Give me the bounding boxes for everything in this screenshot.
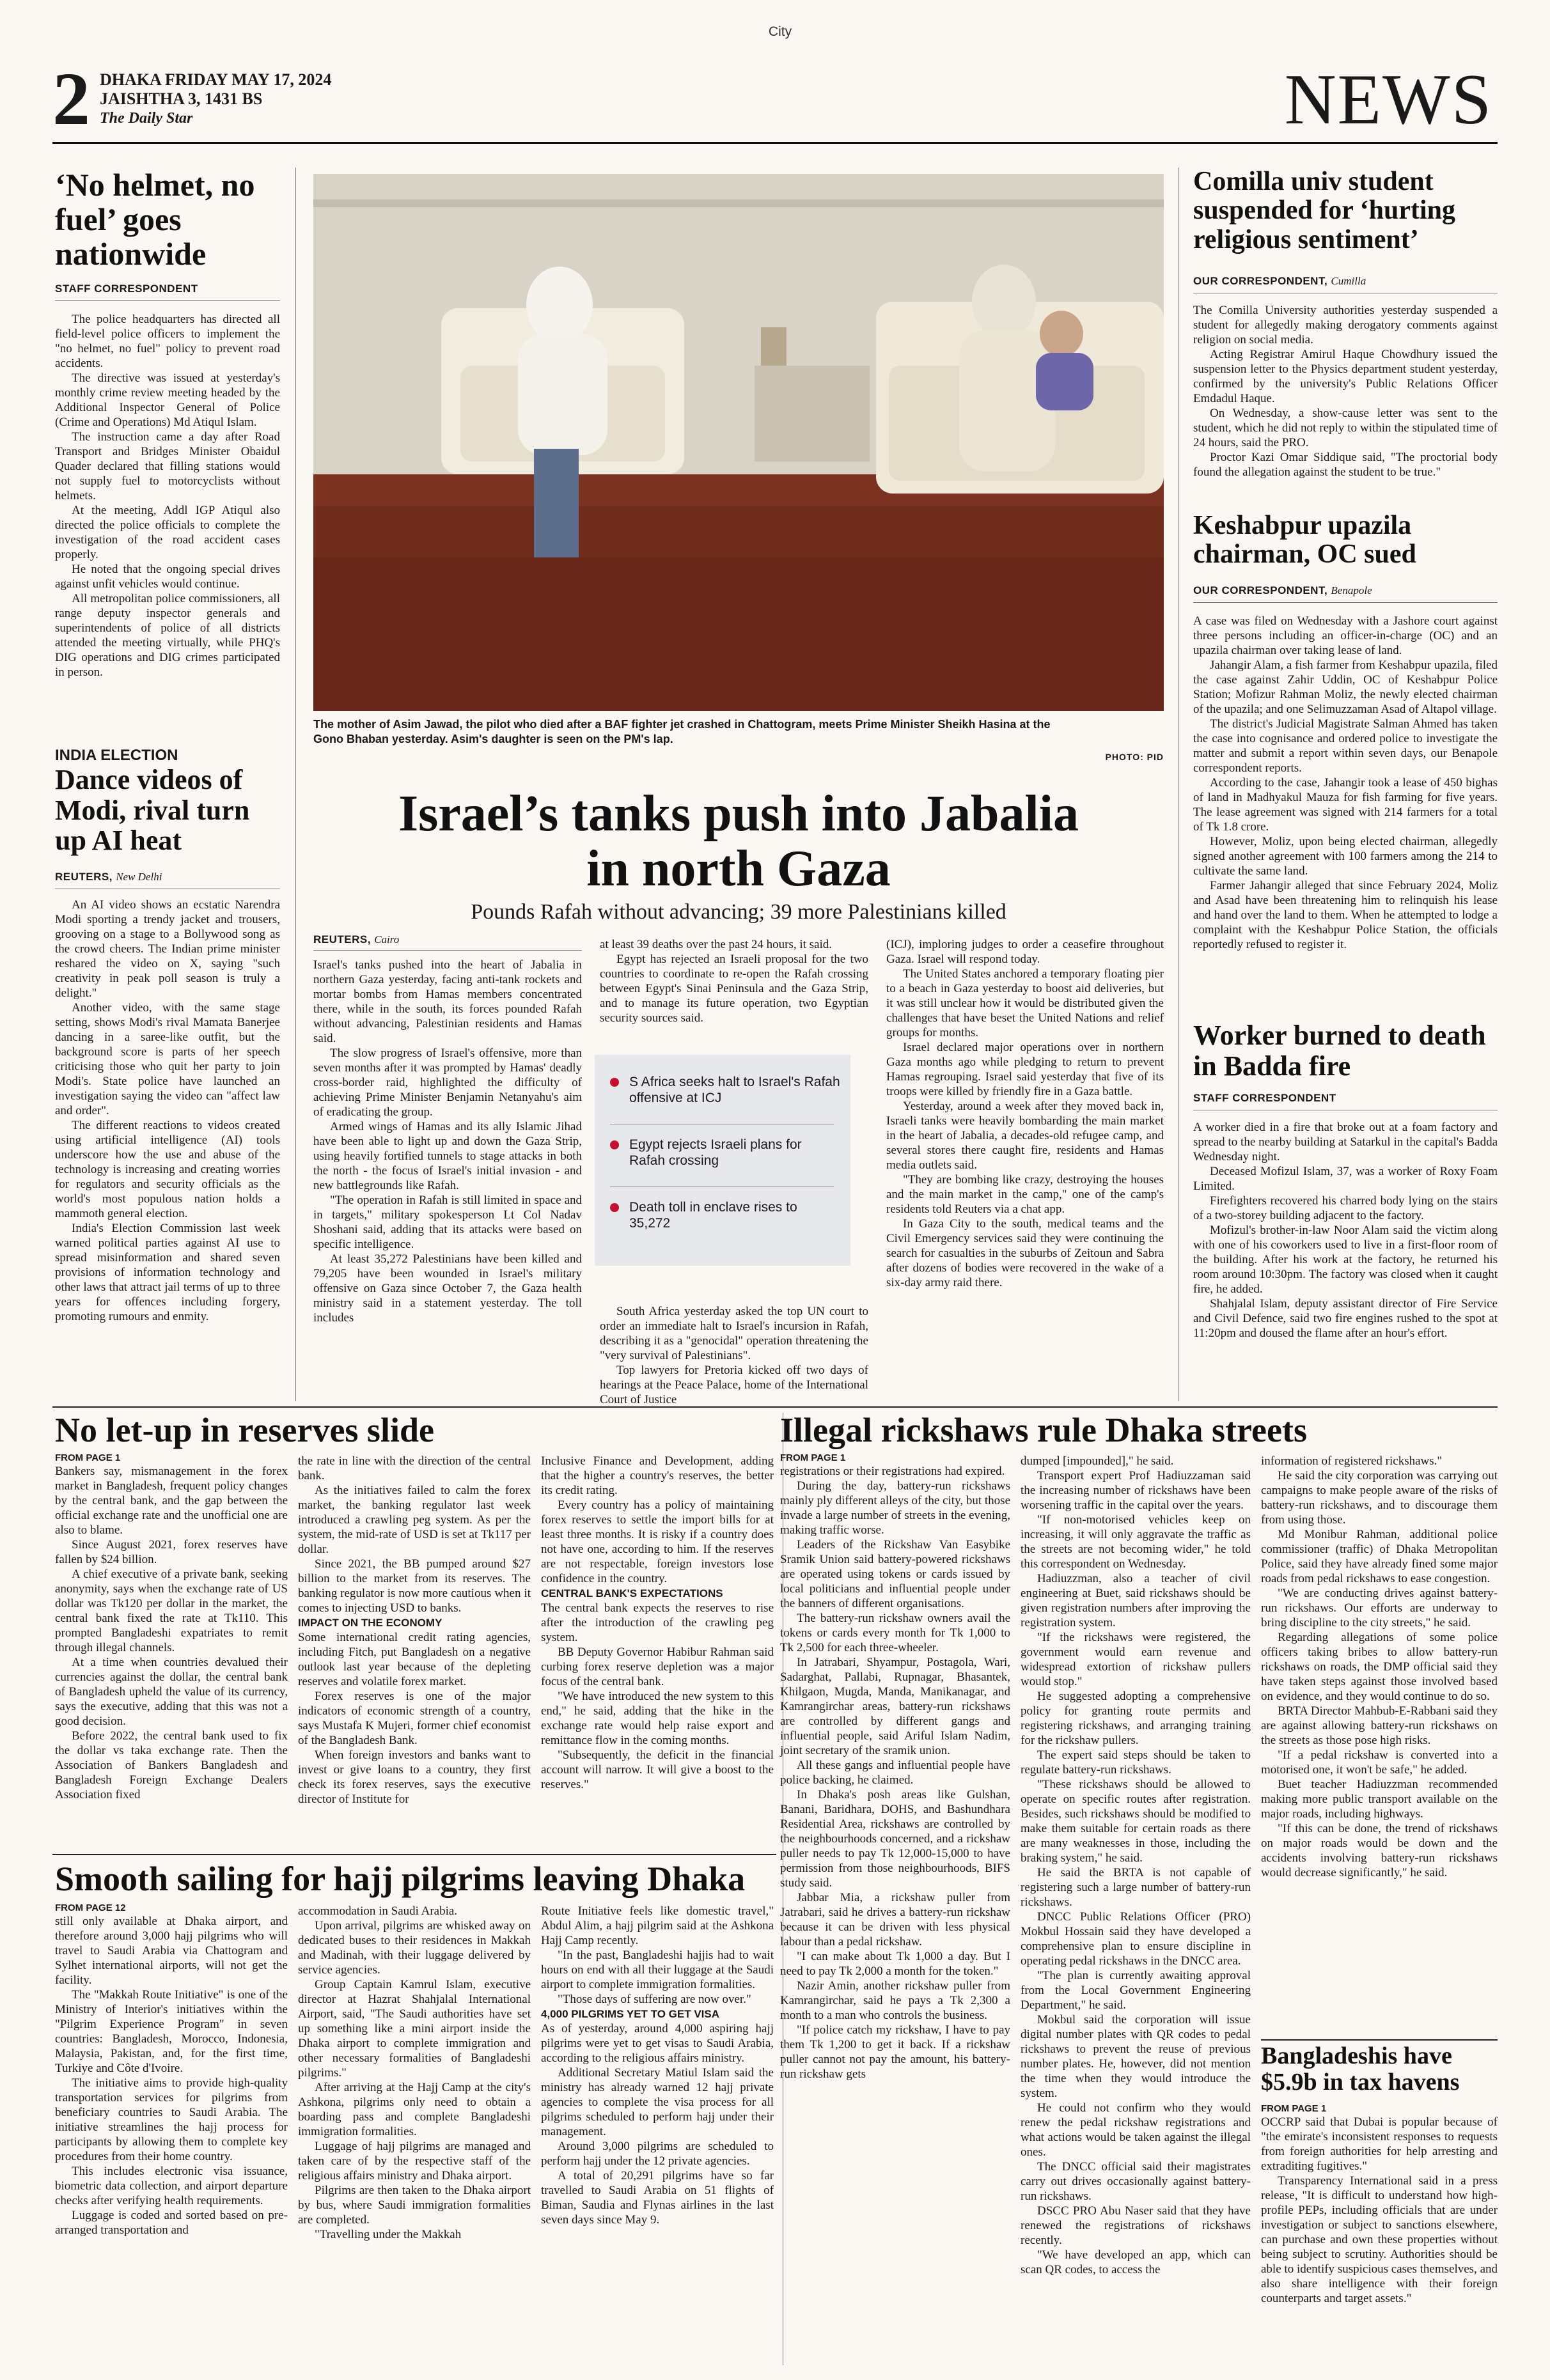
paragraph: At least 35,272 Palestinians have been killed and 79,205 have been wounded in Israel's military offensive on Gaza since October 7, the Gaza health ministry said in a statement yesterday. The toll includes [313,1252,582,1325]
comilla-headline: Comilla univ student suspended for ‘hurting religious sentiment’ [1193,167,1455,254]
gaza-byline-rule [313,950,582,951]
paragraph: OCCRP said that Dubai is popular because of "the emirate's inconsistent responses to requests from foreign authorities for help arresting and extraditing fugitives." [1261,2115,1498,2173]
subhead: CENTRAL BANK'S EXPECTATIONS [541,1587,723,1599]
paragraph: Top lawyers for Pretoria kicked off two days of hearings at the Peace Palace, home of the International Court of Justice [600,1364,868,1406]
paragraph: Leaders of the Rickshaw Van Easybike Sramik Union said battery-powered rickshaws are operated using tokens or cards issued by local politicians and influential people under the banners of different organisations. [780,1538,1010,1610]
byline-place: New Delhi [116,871,162,883]
helmet-byline: STAFF CORRESPONDENT [55,283,198,295]
paragraph: The instruction came a day after Road Transport and Bridges Minister Obaidul Quader declared that filling stations would not supply fuel to motorcyclists without helmets. [55,430,280,502]
paragraph: Egypt has rejected an Israeli proposal for the two countries to coordinate to re-open the Rafah crossing between Egypt's Sinai Peninsula and the Gaza Strip, and to manage its future operation, two Egyptian security sources said. [600,953,868,1025]
paragraph: "If police catch my rickshaw, I have to pay them Tk 1,200 to get it back. If a rickshaw puller cannot not pay the amount, his battery-run rickshaw gets [780,2023,1010,2081]
reserves-col-1 [55,1464,288,1802]
paragraph: at least 39 deaths over the past 24 hours, it said. [600,938,833,951]
tax-body [1261,2115,1498,2306]
section-title: NEWS [1284,60,1492,139]
paragraph: Mokbul said the corporation will issue digital number plates with QR codes to pedal rickshaws to prevent the reuse of previous number plates. He, however, did not mention the time when they would introduce the system. [1021,2013,1251,2100]
reserves-col-3 [541,1454,774,1792]
paragraph: "These rickshaws should be allowed to operate on specific routes after registration. Besides, such rickshaws should be modified to make them suitable for certain roads as there are many weaknesses in those, including the braking system," he said. [1021,1778,1251,1865]
rickshaw-from-page: FROM PAGE 1 [780,1452,846,1463]
paragraph: Luggage of hajj pilgrims are managed and taken care of by the respective staff of the religious affairs ministry and Dhaka airport. [298,2140,531,2182]
paragraph: "If a pedal rickshaw is converted into a motorised one, it won't be safe," he added. [1261,1748,1498,1777]
worker-headline: Worker burned to death in Badda fire [1193,1020,1486,1082]
paragraph: In Jatrabari, Shyampur, Postagola, Wari, Sadarghat, Pallabi, Rupnagar, Bhasantek, Khilgaon, Mugda, Manda, Manikanagar, and Kamrangirchar areas, battery-run rickshaws are controlled by different gangs and influential people, said Ariful Islam Nadim, joint secretary of the sramik union. [780,1656,1010,1757]
rickshaw-col-1 [780,1464,1010,2081]
reserves-from-page: FROM PAGE 1 [55,1452,121,1463]
paragraph: Nazir Amin, another rickshaw puller from Kamrangirchar, said he pays a Tk 2,300 a month to a man who controls the business. [780,1979,1010,2022]
paragraph: Buet teacher Hadiuzzman recommended making more public transport available on the major roads, including highways. [1261,1778,1498,1821]
paragraph: The "Makkah Route Initiative" is one of the Ministry of Interior's initiatives within the "Pilgrim Experience Program" in seven countries: Bangladesh, Morocco, Indonesia, Malaysia, Pakistan, and, for the first time, Turkiye and Côte d'Ivoire. [55,1988,288,2075]
paragraph: He said the city corporation was carrying out campaigns to make people aware of the risks of battery-run rickshaws, and to discourage them from using those. [1261,1469,1498,1527]
paragraph: "The plan is currently awaiting approval from the Local Government Engineering Department," he said. [1021,1969,1251,2012]
masthead-rule [52,142,1498,144]
hajj-headline: Smooth sailing for hajj pilgrims leaving Dhaka [55,1860,746,1898]
page-number: 2 [52,57,90,141]
paragraph: An AI video shows an ecstatic Narendra Modi sporting a trendy jacket and trousers, grooving on a stage to a Bollywood song as the crowd cheers. The Indian prime minister reshared the video on X, saying "such creativity in peak poll season is truly a delight." [55,898,280,1000]
byline-agency: REUTERS, [55,871,113,883]
paragraph: In Dhaka's posh areas like Gulshan, Banani, Baridhara, DOHS, and Bashundhara Residential Area, rickshaws are controlled by the neighbourhoods concerned, and a rickshaw puller needs to pay Tk 12,000-15,000 to have permission from those neighbourhoods, BIFS study said. [780,1788,1010,1890]
paragraph: BRTA Director Mahbub-E-Rabbani said they are against allowing battery-run rickshaws on the streets as those pose high risks. [1261,1704,1498,1747]
paragraph: After arriving at the Hajj Camp at the city's Ashkona, pilgrims only need to obtain a boarding pass and complete Bangladeshi immigration formalities. [298,2081,531,2138]
paragraph: A chief executive of a private bank, seeking anonymity, says when the exchange rate of US dollar was Tk120 per dollar in the market, the central bank fixed the rate at Tk110. This prompted Bangladeshi expatriates to remit through illegal channels. [55,1567,288,1654]
byline-agency: REUTERS, [313,933,371,945]
hajj-col-2 [298,1904,531,2242]
hajj-from-page: FROM PAGE 12 [55,1902,126,1913]
hajj-col-3 [541,1904,774,2227]
paragraph: still only available at Dhaka airport, and therefore around 3,000 hajj pilgrims who will travel to Saudi Arabia via Chattogram and Sylhet international airports, will not get the facility. [55,1915,288,1987]
gaza-headline: Israel’s tanks push into Jabalia in north Gaza [398,786,1079,897]
paragraph: Since 2021, the BB pumped around $27 billion to the market from its reserves. The banking regulator is now more cautious when it comes to injecting USD to banks. [298,1557,531,1615]
helmet-headline: ‘No helmet, no fuel’ goes nationwide [55,167,255,272]
paragraph: The United States anchored a temporary floating pier to a beach in Gaza yesterday to boost aid deliveries, but it was still unclear how it would be distributed given the challenges that have beset the United Nations and relief groups for months. [886,967,1164,1039]
paragraph: Yesterday, around a week after they moved back in, Israeli tanks were heavily bombarding the main market in the heart of Jabalia, a decades-old refugee camp, and several stores there caught fire, residents and Hamas media outlets said. [886,1100,1164,1172]
bullet-icon [610,1078,619,1087]
paragraph: Proctor Kazi Omar Siddique said, "The proctorial body found the allegation against the student to be true." [1193,451,1498,479]
section-rule [52,1854,776,1855]
paragraph: When foreign investors and banks want to invest or give loans to a country, they first check its forex reserves, says the executive director of Institute for [298,1748,531,1806]
paragraph: Luggage is coded and sorted based on pre-arranged transportation and [55,2209,288,2237]
paragraph: Deceased Mofizul Islam, 37, was a worker of Roxy Foam Limited. [1193,1165,1498,1193]
paragraph: At a time when countries devalued their currencies against the dollar, the central bank of Bangladesh upheld the value of its currency, says the executive, adding that this was not a good decision. [55,1656,288,1728]
paragraph: "I can make about Tk 1,000 a day. But I need to pay Tk 2,000 a month for the token." [780,1950,1010,1978]
related-item[interactable] [610,1137,840,1169]
rickshaw-col-2 [1021,1454,1251,2277]
byline-agency: OUR CORRESPONDENT, [1193,275,1328,287]
paragraph: Mofizul's brother-in-law Noor Alam said the victim along with one of his coworkers used to live in a first-floor room of the building. After his work at the factory, he returned his room around 10:30pm. The factory was closed when it caught fire, he added. [1193,1224,1498,1296]
paragraph: Every country has a policy of maintaining forex reserves to settle the import bills for at least three months. It is risky if a country does not have one, according to him. If the reserves are not respectable, foreign investors lose confidence in the country. [541,1498,774,1585]
paragraph: The district's Judicial Magistrate Salman Ahmed has taken the case into cognisance and ordered police to investigate the matter and submit a report within seven days, our Benapole correspondent reports. [1193,717,1498,775]
reserves-col-2 [298,1454,531,1807]
paragraph: "In the past, Bangladeshi hajjis had to wait hours on end with all their luggage at the Saudi airport to complete immigration formalities. [541,1948,774,1991]
paragraph: The expert said steps should be taken to regulate battery-run rickshaws. [1021,1748,1251,1777]
paragraph: Firefighters recovered his charred body lying on the stairs of a two-storey building adjacent to the factory. [1193,1194,1498,1222]
paragraph: At the meeting, Addl IGP Atiqul also directed the police officials to complete the investigation of the road accident cases properly. [55,504,280,561]
section-rule [52,1406,1498,1408]
paragraph: (ICJ), imploring judges to order a ceasefire throughout Gaza. Israel will respond today. [886,938,1164,966]
paragraph: "We are conducting drives against battery-run rickshaws. Our efforts are underway to bring discipline to the city streets," he said. [1261,1587,1498,1629]
paragraph: India's Election Commission last week warned political parties against AI use to spread misinformation and shared seven provisions of information technology and other laws that attract jail terms of up to three years for offences including forgery, promoting rumours and enmity. [55,1222,280,1323]
byline-place: Cairo [374,933,400,945]
paragraph: The police headquarters has directed all field-level police officers to implement the "no helmet, no fuel" policy to prevent road accidents. [55,313,280,370]
paragraph: All these gangs and influential people have police backing, he claimed. [780,1759,1010,1787]
paragraph: A case was filed on Wednesday with a Jashore court against three persons including an officer-in-charge (OC) and an upazila chairman over taking lease of land. [1193,614,1498,657]
paragraph: "Travelling under the Makkah [315,2228,462,2241]
paragraph: All metropolitan police commissioners, all range deputy inspector generals and superintendents of police of all districts attended the meeting virtually, while PHQ's DIG operations and DIG crimes participated in person. [55,592,280,679]
paragraph: A total of 20,291 pilgrims have so far travelled to Saudi Arabia on 51 flights of Biman, Saudia and Flynas airlines in the last seven days since May 9. [541,2169,774,2227]
paragraph: Before 2022, the central bank used to fix the dollar vs taka exchange rate. Then the Association of Bankers Bangladesh and Bangladesh Foreign Exchange Dealers Association fixed [55,1729,288,1801]
paragraph: Acting Registrar Amirul Haque Chowdhury issued the suspension letter to the Physics department student yesterday, confirmed by the university's Public Relations Officer Emdadul Haque. [1193,348,1498,405]
paragraph: During the day, battery-run rickshaws mainly ply different alleys of the city, but those invade a large number of streets in the evening, making traffic worse. [780,1479,1010,1537]
news-photo [313,174,1164,711]
section-rule [1261,2039,1498,2041]
paragraph: Hadiuzzman, also a teacher of civil engineering at Buet, said rickshaws should be given registration numbers after improving the registration system. [1021,1572,1251,1629]
dateline: DHAKA FRIDAY MAY 17, 2024 [100,70,332,89]
paragraph: Regarding allegations of some police officers taking bribes to allow battery-run rickshaws on roads, the DMP official said they have taken steps against those involved based on evidence, and they would continue to do so. [1261,1631,1498,1703]
paragraph: South Africa yesterday asked the top UN court to order an immediate halt to Israel's incursion in Rafah, describing it as a "genocidal" operation threatening the "very survival of Palestinians". [600,1305,868,1362]
paragraph: dumped [impounded]," he said. [1021,1454,1174,1468]
keshabpur-byline-rule [1193,602,1498,603]
subhead: IMPACT ON THE ECONOMY [298,1617,442,1629]
paragraph: "If the rickshaws were registered, the government would earn revenue and widespread extortion of rickshaw pullers would stop." [1021,1631,1251,1688]
paragraph: DNCC Public Relations Officer (PRO) Mokbul Hossain said they have developed a comprehensive plan to ensure discipline in operating pedal rickshaws in the DNCC area. [1021,1910,1251,1968]
modi-kicker: INDIA ELECTION [55,747,178,764]
paragraph: Since August 2021, forex reserves have fallen by $24 billion. [55,1538,288,1566]
paragraph: Another video, with the same stage setting, shows Modi's rival Mamata Banerjee dancing in a saree-like outfit, but the background score is parts of her speech criticising those who quit her party to join Modi's. State police have launched an investigation saying the video can "affect law and order". [55,1001,280,1117]
paragraph: "We have introduced the new system to this end," he said, adding that the hike in the exchange rate would help raise export and remittance flow in the coming months. [541,1690,774,1747]
paragraph: "If this can be done, the trend of rickshaws on major roads would be down and the accidents involving battery-run rickshaws would decrease significantly," he said. [1261,1822,1498,1879]
keshabpur-body [1193,614,1498,952]
related-stories-box [595,1055,850,1266]
paragraph: Some international credit rating agencies, including Fitch, put Bangladesh on a negative outlook last year because of the depleting reserves and volatile forex market. [298,1631,531,1688]
paragraph: "The operation in Rafah is still limited in space and in targets," military spokesperson Lt Col Nadav Shoshani said, adding that its attacks were based on specific intelligence. [313,1194,582,1251]
paragraph: On Wednesday, a show-cause letter was sent to the student, which he did not reply to within the stipulated time of 24 hours, said the PRO. [1193,407,1498,449]
keshabpur-headline: Keshabpur upazila chairman, OC sued [1193,511,1416,570]
related-item[interactable] [610,1199,840,1231]
paragraph: The initiative aims to provide high-quality transportation services for pilgrims from beneficiary countries to Saudi Arabia. The initiative streamlines the hajj process for participants by allowing them to complete key procedures from their home country. [55,2076,288,2163]
gaza-byline [313,933,399,946]
paragraph: accommodation in Saudi Arabia. [298,1904,458,1918]
paragraph: The Comilla University authorities yesterday suspended a student for allegedly making derogatory comments against religion on social media. [1193,304,1498,346]
tax-from-page: FROM PAGE 1 [1261,2103,1327,2114]
paragraph: He could not confirm who they would renew the pedal rickshaw registrations and what actions would be taken against the illegal ones. [1021,2101,1251,2159]
tax-headline: Bangladeshis have $5.9b in tax havens [1261,2042,1460,2096]
related-item-text: S Africa seeks halt to Israel's Rafah offensive at ICJ [629,1075,840,1105]
paragraph: DSCC PRO Abu Naser said that they have renewed the registrations of rickshaws recently. [1021,2204,1251,2247]
gaza-col-3 [886,937,1164,1290]
paragraph: Farmer Jahangir alleged that since February 2024, Moliz and Asad have been threatening him to relinquish his lease and hand over the land to them. When he attempted to lodge a complaint with the Keshabpur Police Station, the officials reportedly refused to register it. [1193,879,1498,951]
paragraph: Inclusive Finance and Development, adding that the higher a country's reserves, the better its credit rating. [541,1454,774,1497]
gaza-subhead: Pounds Rafah without advancing; 39 more Palestinians killed [471,900,1006,924]
paragraph: "We have developed an app, which can scan QR codes, to access the [1021,2248,1251,2276]
divider [610,1186,834,1187]
paragraph: Transport expert Prof Hadiuzzaman said the increasing number of rickshaws have been worsening traffic in the capital over the years. [1021,1469,1251,1512]
worker-body [1193,1120,1498,1341]
modi-headline: Dance videos of Modi, rival turn up AI heat [55,764,250,857]
helmet-byline-rule [55,300,280,301]
paragraph: In Gaza City to the south, medical teams and the Civil Emergency services said they were continuing the search for casualties in the suburbs of Zeitoun and Sabra after dozens of bodies were recovered in the wake of a six-day army raid there. [886,1217,1164,1289]
paragraph: Group Captain Kamrul Islam, executive director at Hazrat Shahjalal International Airport, said, "The Saudi authorities have set up something like a mini airport inside the Dhaka airport to complete immigration and other necessary formalities of Bangladeshi pilgrims." [298,1978,531,2080]
rickshaw-headline: Illegal rickshaws rule Dhaka streets [780,1411,1307,1449]
byline-agency: OUR CORRESPONDENT, [1193,584,1328,596]
paragraph: According to the case, Jahangir took a lease of 450 bighas of land in Madhyakul Mauza for fish farming for five years. The lease agreement was signed with 214 farmers for a total of Tk 1.8 crore. [1193,776,1498,834]
column-divider [295,167,296,1401]
paragraph: This includes electronic visa issuance, biometric data collection, and airport departure checks after verifying health requirements. [55,2165,288,2207]
paragraph: The central bank expects the reserves to rise after the introduction of the crawling peg system. [541,1601,774,1644]
photo-credit: PHOTO: PID [1105,752,1164,762]
paragraph: Around 3,000 pilgrims are scheduled to perform hajj under the 12 private agencies. [541,2140,774,2168]
gaza-col-2a [600,937,868,1025]
paragraph: Forex reserves is one of the major indicators of economic strength of a country, says Mustafa K Mujeri, former chief economist of the Bangladesh Bank. [298,1690,531,1747]
paragraph: "If non-motorised vehicles keep on increasing, it will only aggravate the traffic as the streets are not becoming wider," he told this correspondent on Wednesday. [1021,1513,1251,1571]
related-item-text: Egypt rejects Israeli plans for Rafah crossing [629,1137,802,1168]
section-tag: City [768,24,792,39]
paragraph: Israel declared major operations over in northern Gaza months ago while pledging to return to prevent Hamas regrouping. Israel said yesterday that five of its troops were killed by friendly fire in a Gaza battle. [886,1041,1164,1098]
rickshaw-col-3 [1261,1454,1498,1880]
paragraph: Additional Secretary Matiul Islam said the ministry has already warned 12 hajj private agencies to complete the visa process for all pilgrims scheduled to perform hajj under their management. [541,2066,774,2138]
paragraph: registrations or their registrations had expired. [780,1465,1005,1478]
paragraph: The slow progress of Israel's offensive, more than seven months after it was prompted by Hamas' deadly cross-border raid, highlighted the difficulty of achieving Prime Minister Benjamin Netanyahu's aim of eradicating the group. [313,1046,582,1119]
paragraph: The different reactions to videos created using artificial intelligence (AI) tools underscore how the use and abuse of the technology is increasing and creating worries for regulators and security officials as the world's most populous nation holds a mammoth general election. [55,1119,280,1220]
paragraph: He said the BRTA is not capable of registering such a large number of battery-run rickshaws. [1021,1866,1251,1909]
worker-byline: STAFF CORRESPONDENT [1193,1092,1336,1104]
comilla-body [1193,303,1498,479]
paragraph: However, Moliz, upon being elected chairman, allegedly signed another agreement with 100 farmers among the 214 to cultivate the same land. [1193,835,1498,878]
paragraph: The directive was issued at yesterday's monthly crime review meeting headed by the Additional Inspector General of Police (Crime and Operations) Md Atiqul Islam. [55,371,280,429]
bangla-date: JAISHTHA 3, 1431 BS [100,89,263,108]
comilla-byline [1193,275,1366,288]
paragraph: "Subsequently, the deficit in the financial account will narrow. It will give a boost to the reserves." [541,1748,774,1791]
paragraph: "Those days of suffering are now over." [558,1993,751,2006]
byline-place: Benapole [1331,584,1372,596]
gaza-col-1 [313,958,582,1325]
paragraph: Route Initiative feels like domestic travel," Abdul Alim, a hajj pilgrim said at the Ashkona Hajj Camp recently. [541,1904,774,1947]
helmet-body [55,312,280,680]
subhead: 4,000 PILGRIMS YET TO GET VISA [541,2008,720,2020]
paragraph: "They are bombing like crazy, destroying the houses and the main market in the camp," one of the camp's residents told Reuters via a chat app. [886,1173,1164,1216]
paragraph: The DNCC official said their magistrates carry out drives occasionally against battery-run rickshaws. [1021,2160,1251,2203]
paper-name-logo: The Daily Star [100,110,193,127]
paragraph: Pilgrims are then taken to the Dhaka airport by bus, where Saudi immigration formalities are completed. [298,2184,531,2227]
paragraph: Bankers say, mismanagement in the forex market in Bangladesh, frequent policy changes by the central bank, and the gap between the official exchange rate and the unofficial one are also to blame. [55,1465,288,1537]
byline-place: Cumilla [1331,275,1366,287]
hajj-col-1 [55,1914,288,2237]
paragraph: Jabbar Mia, a rickshaw puller from Jatrabari, said he drives a battery-run rickshaw because it can be driven with less physical labour than a pedal rickshaw. [780,1891,1010,1948]
keshabpur-byline [1193,584,1372,597]
bullet-icon [610,1203,619,1212]
modi-byline [55,871,162,883]
paragraph: the rate in line with the direction of the central bank. [298,1454,531,1482]
paragraph: Jahangir Alam, a fish farmer from Keshabpur upazila, filed the case against Zahir Uddin, OC of Keshabpur Police Station; Mofizur Rahman Moliz, the newly elected chairman of the upazila; and one Selimuzzaman Asad of Altapol village. [1193,658,1498,716]
paragraph: He noted that the ongoing special drives against unfit vehicles would continue. [55,563,280,591]
related-item[interactable] [610,1074,840,1106]
paragraph: Transparency International said in a press release, "It is difficult to understand how high-profile PEPs, including officials that are under investigation or subject to sanctions elsewhere, can purchase and own these properties without being subject to scrutiny. Authorities should be able to identify suspicious cases themselves, and also share intelligence with their foreign counterparts and target assets." [1261,2174,1498,2305]
paragraph: The battery-run rickshaw owners avail the tokens or cards every month for Tk 1,000 to Tk 2,500 for each three-wheeler. [780,1612,1010,1654]
related-item-text: Death toll in enclave rises to 35,272 [629,1200,797,1231]
paragraph: Israel's tanks pushed into the heart of Jabalia in northern Gaza yesterday, facing anti-tank rockets and mortar bombs from Hamas members concentrated there, while in the south, its forces pounded Rafah without advancing, Palestinian residents and Hamas said. [313,958,582,1045]
bullet-icon [610,1140,619,1149]
paragraph: As the initiatives failed to calm the forex market, the banking regulator last week introduced a crawling peg system. As per the system, the mid-rate of USD is set at Tk117 per dollar. [298,1484,531,1556]
photo-caption: The mother of Asim Jawad, the pilot who died after a BAF fighter jet crashed in Chattogram, meets Prime Minister Sheikh Hasina at the Gono Bhaban yesterday. Asim's daughter is seen on the PM's lap. [313,718,1051,745]
paragraph: He suggested adopting a comprehensive policy for granting route permits and registering rickshaws, and arranging training for the rickshaw pullers. [1021,1690,1251,1747]
paragraph: As of yesterday, around 4,000 aspiring hajj pilgrims were yet to get visas to Saudi Arabia, according to the religious affairs ministry. [541,2022,774,2065]
gaza-col-2b [600,1304,868,1407]
paragraph: A worker died in a fire that broke out at a foam factory and spread to the nearby building at Satarkul in the capital's Badda Wednesday night. [1193,1121,1498,1163]
paragraph: BB Deputy Governor Habibur Rahman said curbing forex reserve depletion was a major focus of the central bank. [541,1645,774,1688]
modi-body [55,898,280,1324]
paragraph: Md Monibur Rahman, additional police commissioner (traffic) of Dhaka Metropolitan Police, said they have already fined some major roads from pedal rickshaws to ease congestion. [1261,1528,1498,1585]
paragraph: Shahjalal Islam, deputy assistant director of Fire Service and Civil Defence, said two fire engines rushed to the spot at 11:20pm and doused the flame after an hour's effort. [1193,1297,1498,1340]
paragraph: Armed wings of Hamas and its ally Islamic Jihad have been able to light up and down the Gaza Strip, using heavily fortified tunnels to stage attacks in both the north - the focus of Israel's initial invasion - and new battlegrounds like Rafah. [313,1120,582,1192]
paragraph: information of registered rickshaws." [1261,1454,1443,1468]
paragraph: Upon arrival, pilgrims are whisked away on dedicated buses to their residences in Makkah and Madinah, with their luggage delivered by service agencies. [298,1919,531,1977]
photo-illustration [313,174,1164,711]
reserves-headline: No let-up in reserves slide [55,1411,434,1449]
